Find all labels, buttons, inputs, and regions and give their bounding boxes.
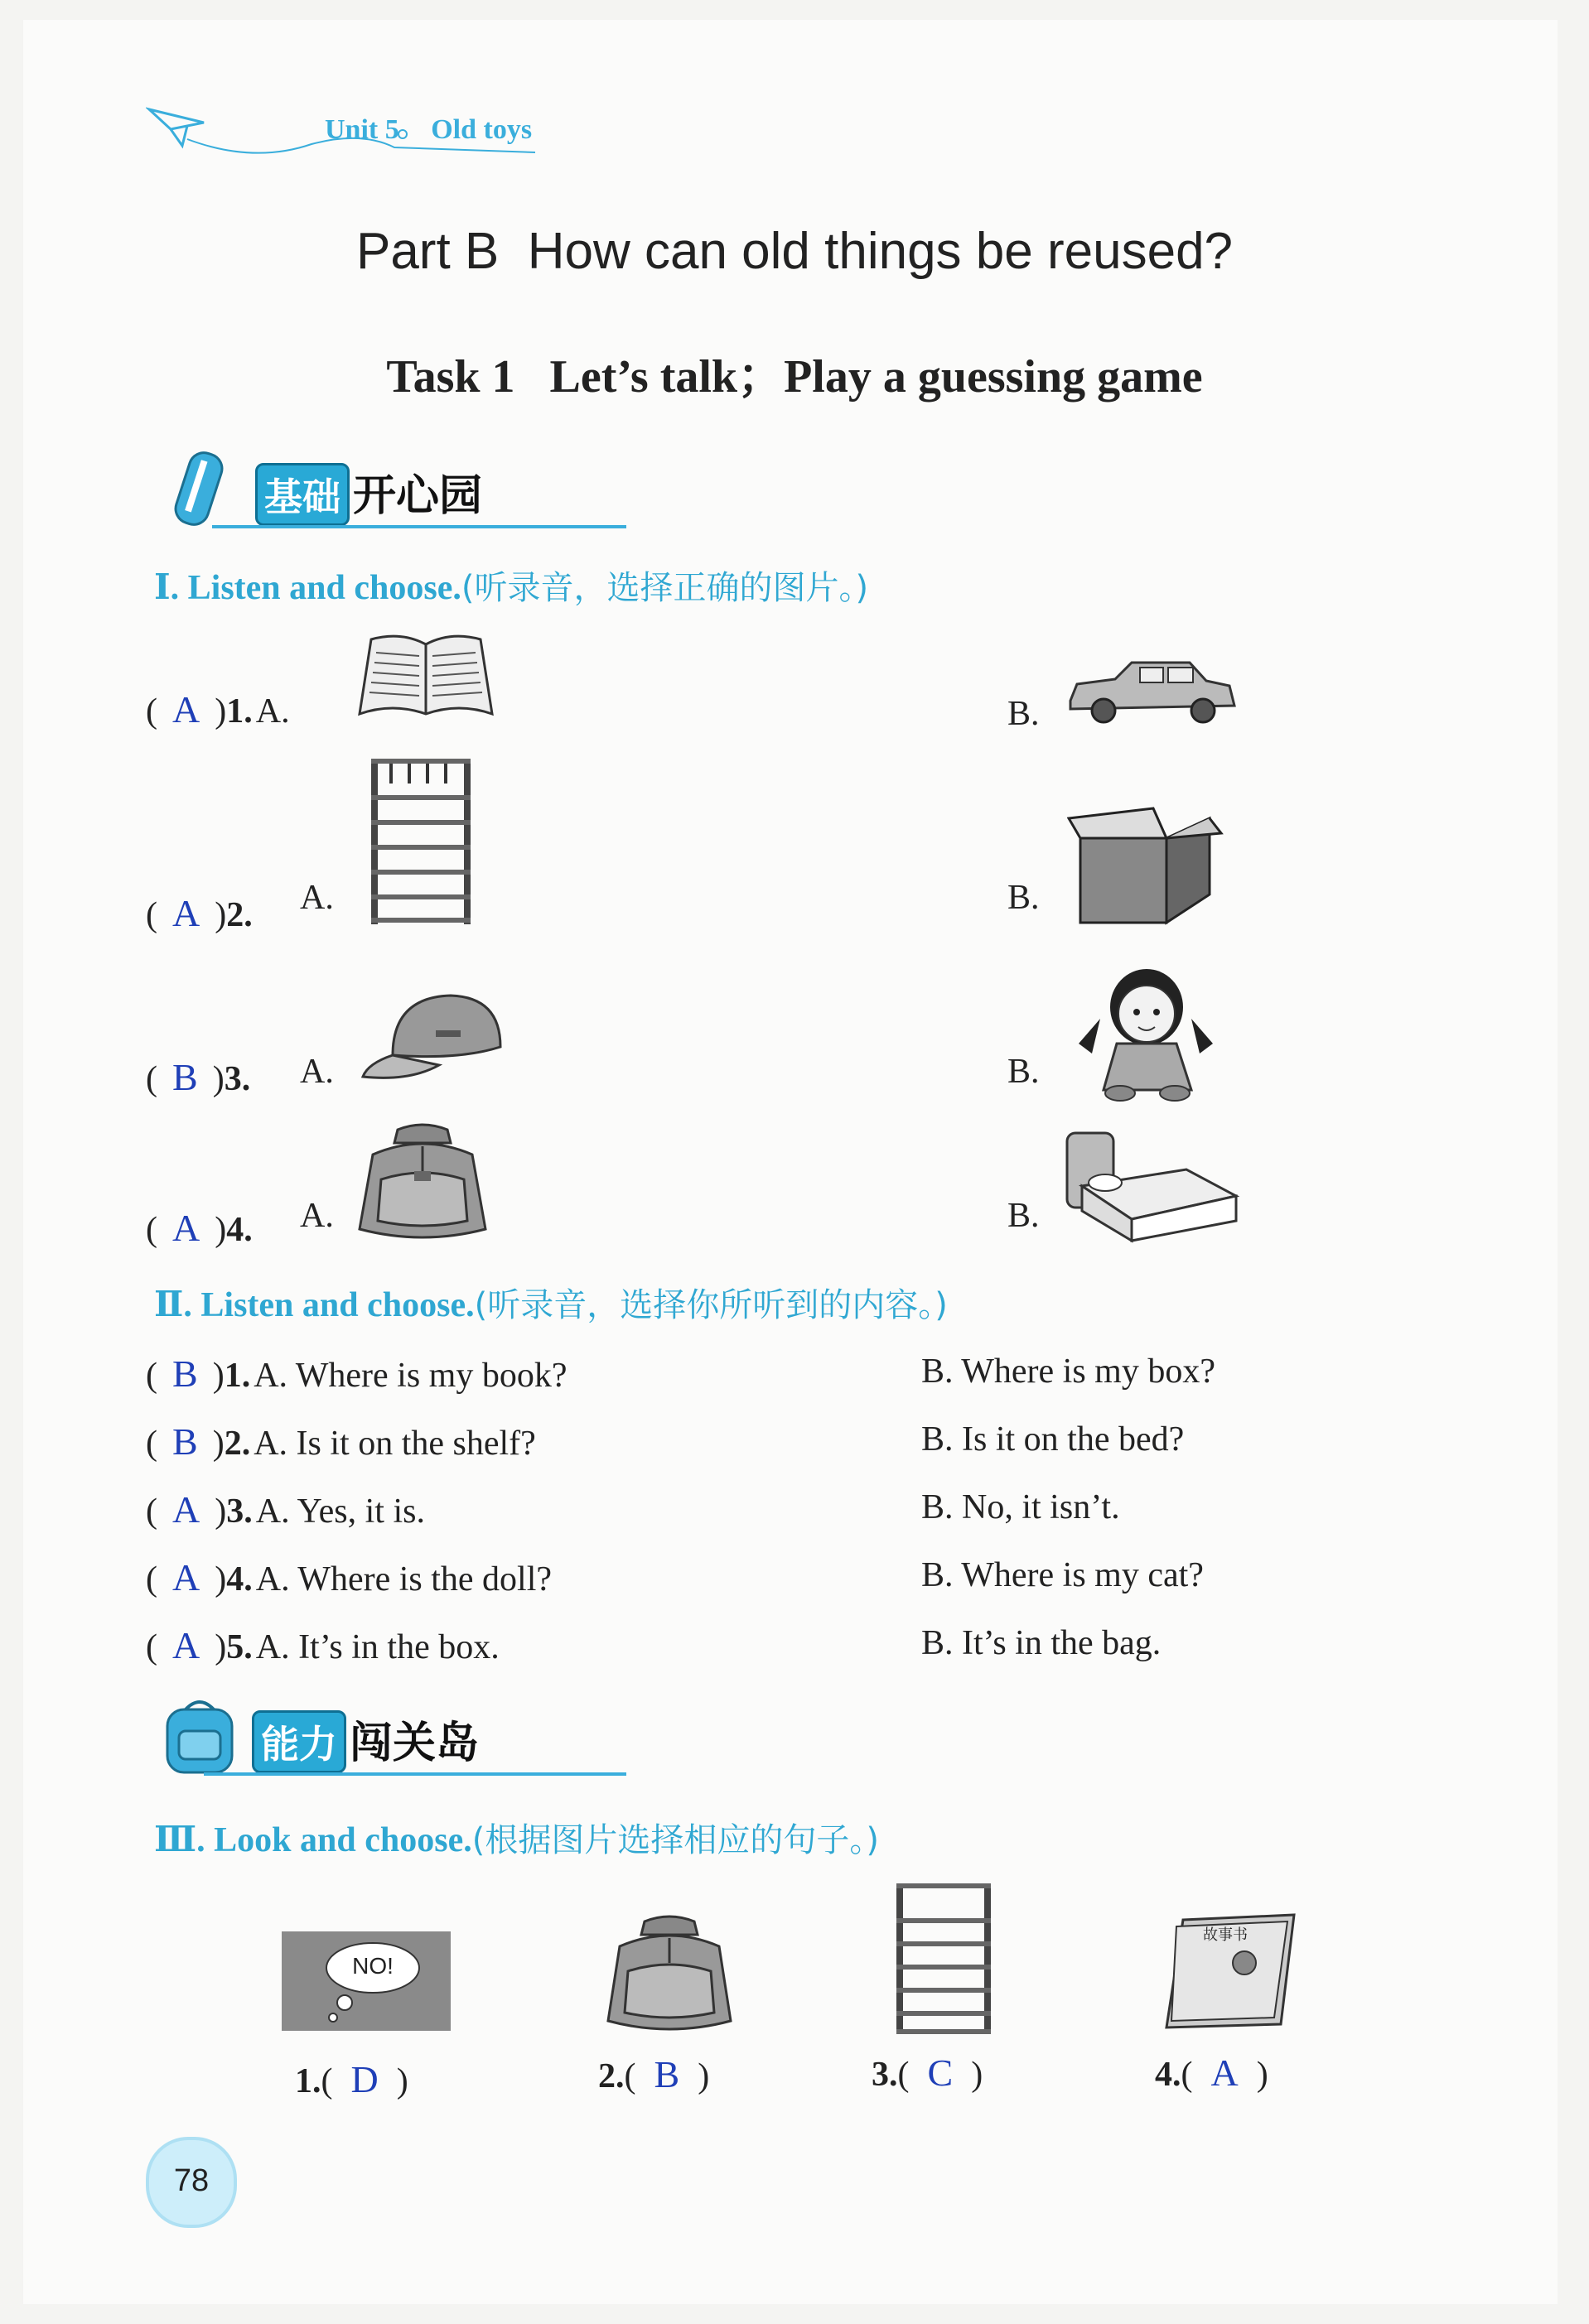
banner-ability-chip: 能力 [252, 1710, 346, 1773]
s3-answer-4[interactable]: A [1210, 2052, 1239, 2094]
task-title: Task 1 Let’s talk；Play a guessing game [386, 351, 1203, 403]
page-number-badge [146, 2137, 237, 2228]
s2-b-2: B. Is it on the bed? [921, 1420, 1185, 1459]
s1-row-2: ( A )2. [146, 892, 253, 934]
section2-title: Ⅱ. Listen and choose. [154, 1286, 475, 1324]
s1-b-1: B. [1007, 695, 1040, 733]
s1-b-2: B. [1007, 879, 1040, 917]
section3-heading [154, 1814, 879, 1861]
section1-heading [154, 562, 868, 609]
section2-heading [154, 1279, 948, 1326]
shelf-icon [891, 1878, 999, 2036]
s3-item-1: 1.( D ) [295, 2058, 408, 2100]
s3-num-2: 2. [598, 2057, 625, 2095]
storybook-icon [1158, 1912, 1299, 2036]
s2-answer-2[interactable]: B [172, 1420, 198, 1463]
storybook-cover-text: 故事书 [1203, 1926, 1248, 1944]
s2-row-4: ( A )4. A. Where is the doll? [146, 1556, 553, 1598]
unit-header [325, 114, 557, 146]
doll-icon [1067, 961, 1224, 1102]
s3-item-2: 2.( B ) [598, 2053, 710, 2095]
s1-a-3: A. [300, 1053, 334, 1091]
unit-label: Unit 5 [325, 114, 399, 145]
s3-item-4: 4.( A ) [1155, 2052, 1268, 2094]
section3-title: Ⅲ. Look and choose. [154, 1821, 472, 1859]
s2-b-5: B. It’s in the bag. [921, 1624, 1162, 1662]
page-number: 78 [173, 2163, 210, 2198]
s2-num-2: 2. [224, 1425, 251, 1463]
s1-row-3: ( B )3. [146, 1056, 251, 1098]
s3-num-1: 1. [295, 2062, 321, 2100]
s2-a-1: A. Where is my book? [254, 1357, 568, 1395]
s2-b-4: B. Where is my cat? [921, 1556, 1204, 1594]
s1-num-4: 4. [226, 1211, 253, 1249]
s1-a-1: A. [255, 692, 290, 730]
section1-title-cn: (听录音，选择正确的图片。) [461, 569, 869, 607]
no-sign-text: NO! [352, 1953, 394, 1979]
s2-row-3: ( A )3. A. Yes, it is. [146, 1488, 425, 1531]
s2-row-5: ( A )5. A. It’s in the box. [146, 1624, 500, 1666]
s3-answer-3[interactable]: C [927, 2052, 954, 2094]
s2-answer-3[interactable]: A [172, 1488, 200, 1531]
s1-answer-2[interactable]: A [172, 892, 200, 934]
s3-num-4: 4. [1155, 2056, 1181, 2094]
s1-a-2: A. [300, 879, 334, 917]
s1-row-4: ( A )4. [146, 1207, 253, 1249]
banner-basic-label: 开心园 [353, 471, 483, 521]
s2-row-1: ( B )1. A. Where is my book? [146, 1352, 568, 1395]
banner-ability-label: 闯关岛 [350, 1719, 480, 1768]
section3-title-cn: (根据图片选择相应的句子。) [471, 1821, 879, 1859]
s2-b-3: B. No, it isn’t. [921, 1488, 1120, 1526]
s2-answer-1[interactable]: B [172, 1352, 198, 1395]
s3-answer-2[interactable]: B [654, 2053, 680, 2095]
banner-basic-chip: 基础 [255, 463, 350, 526]
unit-topic: Old toys [431, 114, 533, 145]
s2-answer-4[interactable]: A [172, 1556, 200, 1598]
pencil-icon [162, 446, 237, 537]
schoolbag-icon [154, 1690, 245, 1781]
part-title: Part B How can old things be reused? [355, 223, 1234, 280]
car-icon [1065, 651, 1239, 730]
s1-b-3: B. [1007, 1053, 1040, 1091]
s1-num-3: 3. [224, 1060, 251, 1098]
bed-icon [1062, 1128, 1244, 1244]
s1-num-1: 1. [226, 692, 253, 730]
s2-a-5: A. It’s in the box. [255, 1628, 500, 1666]
s3-num-3: 3. [872, 2056, 898, 2094]
s2-b-1: B. Where is my box? [921, 1352, 1215, 1391]
s1-answer-1[interactable]: A [172, 688, 200, 730]
s2-a-3: A. Yes, it is. [255, 1492, 425, 1531]
box-icon [1067, 803, 1224, 928]
s1-answer-4[interactable]: A [172, 1207, 200, 1249]
s2-num-4: 4. [226, 1560, 253, 1598]
s2-num-3: 3. [226, 1492, 253, 1531]
s2-a-2: A. Is it on the shelf? [254, 1425, 536, 1463]
s2-num-1: 1. [224, 1357, 251, 1395]
s3-answer-1[interactable]: D [350, 2058, 379, 2100]
s1-row-1: ( A )1. A. [146, 688, 290, 730]
shelf-icon [365, 754, 481, 928]
section1-title: Ⅰ. Listen and choose. [154, 569, 461, 607]
backpack-icon [348, 1121, 497, 1246]
s1-answer-3[interactable]: B [172, 1056, 198, 1098]
s2-num-5: 5. [226, 1628, 253, 1666]
s1-b-4: B. [1007, 1197, 1040, 1235]
s2-row-2: ( B )2. A. Is it on the shelf? [146, 1420, 536, 1463]
no-sign-icon [282, 1931, 451, 2031]
banner-ability-underline [204, 1772, 626, 1776]
s3-item-3: 3.( C ) [872, 2052, 983, 2094]
section2-title-cn: (听录音，选择你所听到的内容。) [474, 1286, 948, 1324]
s2-answer-5[interactable]: A [172, 1624, 200, 1666]
s2-a-4: A. Where is the doll? [255, 1560, 553, 1598]
s1-a-4: A. [300, 1197, 334, 1235]
backpack-icon [598, 1913, 739, 2037]
s1-num-2: 2. [226, 896, 253, 934]
cap-icon [360, 989, 509, 1088]
banner-basic-underline [212, 525, 626, 528]
open-book-icon [351, 631, 500, 722]
